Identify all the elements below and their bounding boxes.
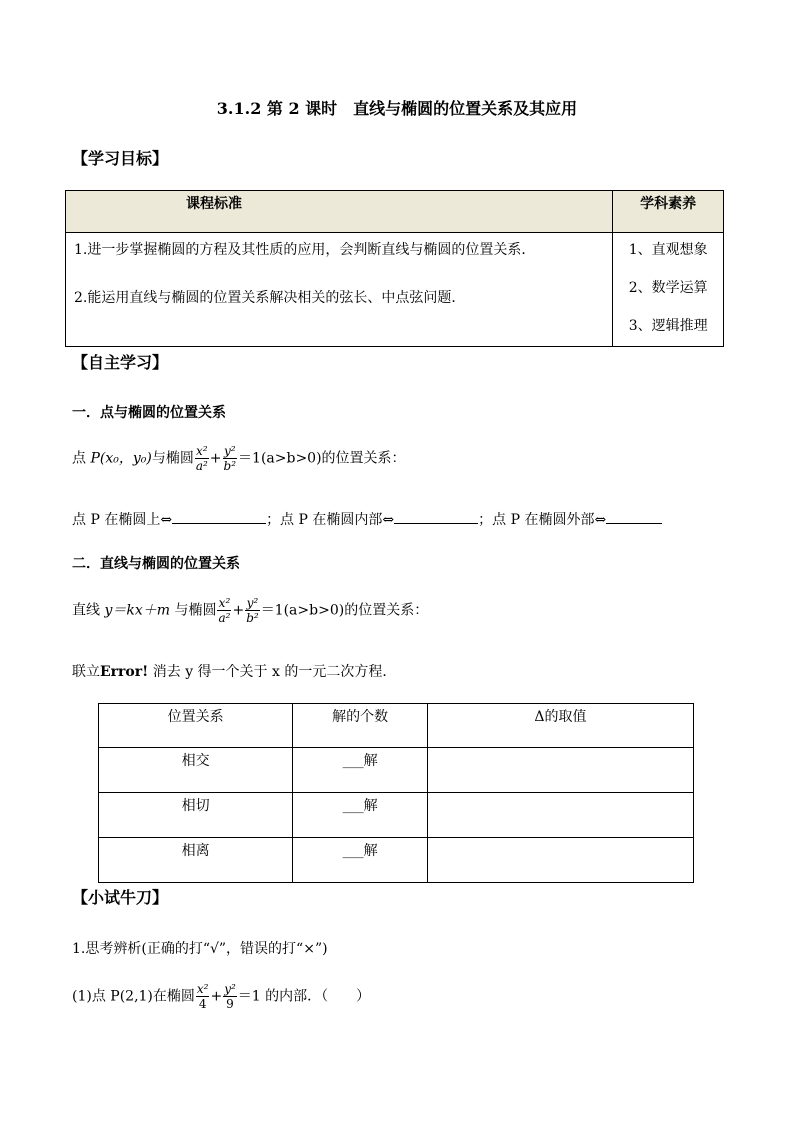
fraction-num: x² — [218, 596, 231, 610]
intro-with: 与椭圆 — [151, 450, 194, 467]
fraction-num: x² — [196, 444, 208, 458]
intro-prefix: 点 — [72, 450, 91, 467]
table-row — [99, 748, 694, 793]
eq-suffix: ＝1(a>b>0)的位置关系： — [238, 450, 406, 467]
fraction-x — [196, 982, 210, 1011]
solutions-cell: ___解 — [342, 843, 378, 859]
delta-cell[interactable] — [427, 793, 693, 838]
fraction-x — [217, 596, 231, 625]
header-delta-cell — [427, 704, 693, 748]
header-solutions-cell — [293, 704, 428, 748]
delta-cell[interactable] — [427, 838, 693, 883]
q1-1-suffix: ＝1 的内部．（ ） — [237, 988, 371, 1005]
header-relation: 位置关系 — [167, 709, 224, 725]
error-text: Error! — [100, 664, 149, 680]
self-study-heading: 【自主学习】 — [72, 353, 169, 372]
table-row — [99, 793, 694, 838]
header-solutions: 解的个数 — [332, 709, 389, 725]
fraction-y — [223, 444, 238, 473]
section-2-heading: 二．直线与椭圆的位置关系 — [72, 556, 240, 572]
eq-suffix: ＝1(a>b>0)的位置关系： — [260, 602, 429, 619]
point-p: P(x₀，y₀) — [90, 450, 152, 467]
fraction-num: y² — [246, 596, 259, 610]
combine-sentence — [72, 661, 396, 681]
delta-cell[interactable] — [427, 748, 693, 793]
table-row — [99, 838, 694, 883]
relation-cell: 相交 — [181, 753, 210, 769]
solutions-cell: ___解 — [342, 798, 378, 814]
fraction-num: y² — [223, 444, 236, 458]
line-ellipse-intro: 直线 y＝kx＋m 与椭圆 $\frac{\text{x²}}{\text{a²}}$ + $\frac{\text{y²}}{\text{b²}}$ ＝1(a>b>0)的位置关系： — [72, 596, 429, 625]
inside-label: ；点 P 在椭圆内部⇔ — [266, 512, 395, 528]
goals-table — [65, 190, 724, 347]
question-1: 1.思考辨析(正确的打“√”，错误的打“×”) — [72, 941, 328, 957]
literacy-3: 3、逻辑推理 — [628, 318, 708, 334]
standard-2: 2.能运用直线与椭圆的位置关系解决相关的弦长、中点弦问题． — [74, 290, 466, 306]
goals-col2-header-cell — [613, 191, 724, 233]
fraction-den: b² — [246, 611, 259, 625]
header-delta: Δ的取值 — [534, 709, 587, 725]
literacy-2: 2、数学运算 — [628, 280, 708, 296]
goals-standards-cell — [66, 233, 613, 347]
fraction-y — [245, 596, 260, 625]
fraction-den: a² — [218, 611, 231, 625]
fraction-y — [223, 982, 237, 1011]
point-position-conditions — [72, 509, 662, 529]
combine-suffix: 消去 y 得一个关于 x 的一元二次方程． — [148, 664, 397, 680]
standard-1: 1.进一步掌握椭圆的方程及其性质的应用，会判断直线与椭圆的位置关系． — [74, 242, 536, 258]
question-1-1: (1)点 P(2,1)在椭圆 $\frac{\text{x²}}{4}$ + $\frac{\text{y²}}{9}$ ＝1 的内部．（ ） — [72, 982, 371, 1011]
fraction-num: x² — [196, 982, 209, 996]
goals-literacy-cell — [613, 233, 724, 347]
relation-table — [98, 703, 694, 883]
line-prefix: 直线 — [72, 602, 105, 619]
goals-col1-header: 课程标准 — [186, 196, 242, 212]
q1-1-prefix: (1)点 P(2,1)在椭圆 — [72, 988, 195, 1005]
goals-heading: 【学习目标】 — [72, 149, 169, 168]
blank-inside[interactable] — [394, 509, 478, 524]
fraction-den: a² — [195, 459, 208, 473]
relation-cell: 相离 — [181, 843, 210, 859]
solutions-cell: ___解 — [342, 753, 378, 769]
header-relation-cell — [99, 704, 293, 748]
line-with: 与椭圆 — [170, 602, 217, 619]
fraction-x — [195, 444, 209, 473]
page-title: 3.1.2 第 2 课时 直线与椭圆的位置关系及其应用 — [216, 99, 578, 118]
point-ellipse-intro: 点 P(x₀，y₀)与椭圆 $\frac{\text{x²}}{\text{a²}}$ + $\frac{\text{y²}}{\text{b²}}$ ＝1(a>b>0)的位置关系： — [72, 444, 406, 473]
fraction-den: b² — [223, 459, 237, 473]
blank-outside[interactable] — [606, 509, 662, 524]
practice-heading: 【小试牛刀】 — [72, 888, 169, 907]
fraction-den: 4 — [198, 997, 207, 1011]
goals-col1-header-cell — [66, 191, 613, 233]
combine-prefix: 联立 — [72, 664, 100, 680]
literacy-1: 1、直观想象 — [628, 242, 708, 258]
fraction-num: y² — [224, 982, 236, 996]
relation-cell: 相切 — [181, 798, 210, 814]
section-1-heading: 一．点与椭圆的位置关系 — [72, 405, 226, 421]
outside-label: ；点 P 在椭圆外部⇔ — [478, 512, 607, 528]
line-equation: y＝kx＋m — [104, 602, 171, 619]
on-ellipse-label: 点 P 在椭圆上⇔ — [72, 512, 173, 528]
fraction-den: 9 — [226, 997, 234, 1011]
goals-col2-header: 学科素养 — [640, 196, 697, 212]
blank-on[interactable] — [172, 509, 266, 524]
